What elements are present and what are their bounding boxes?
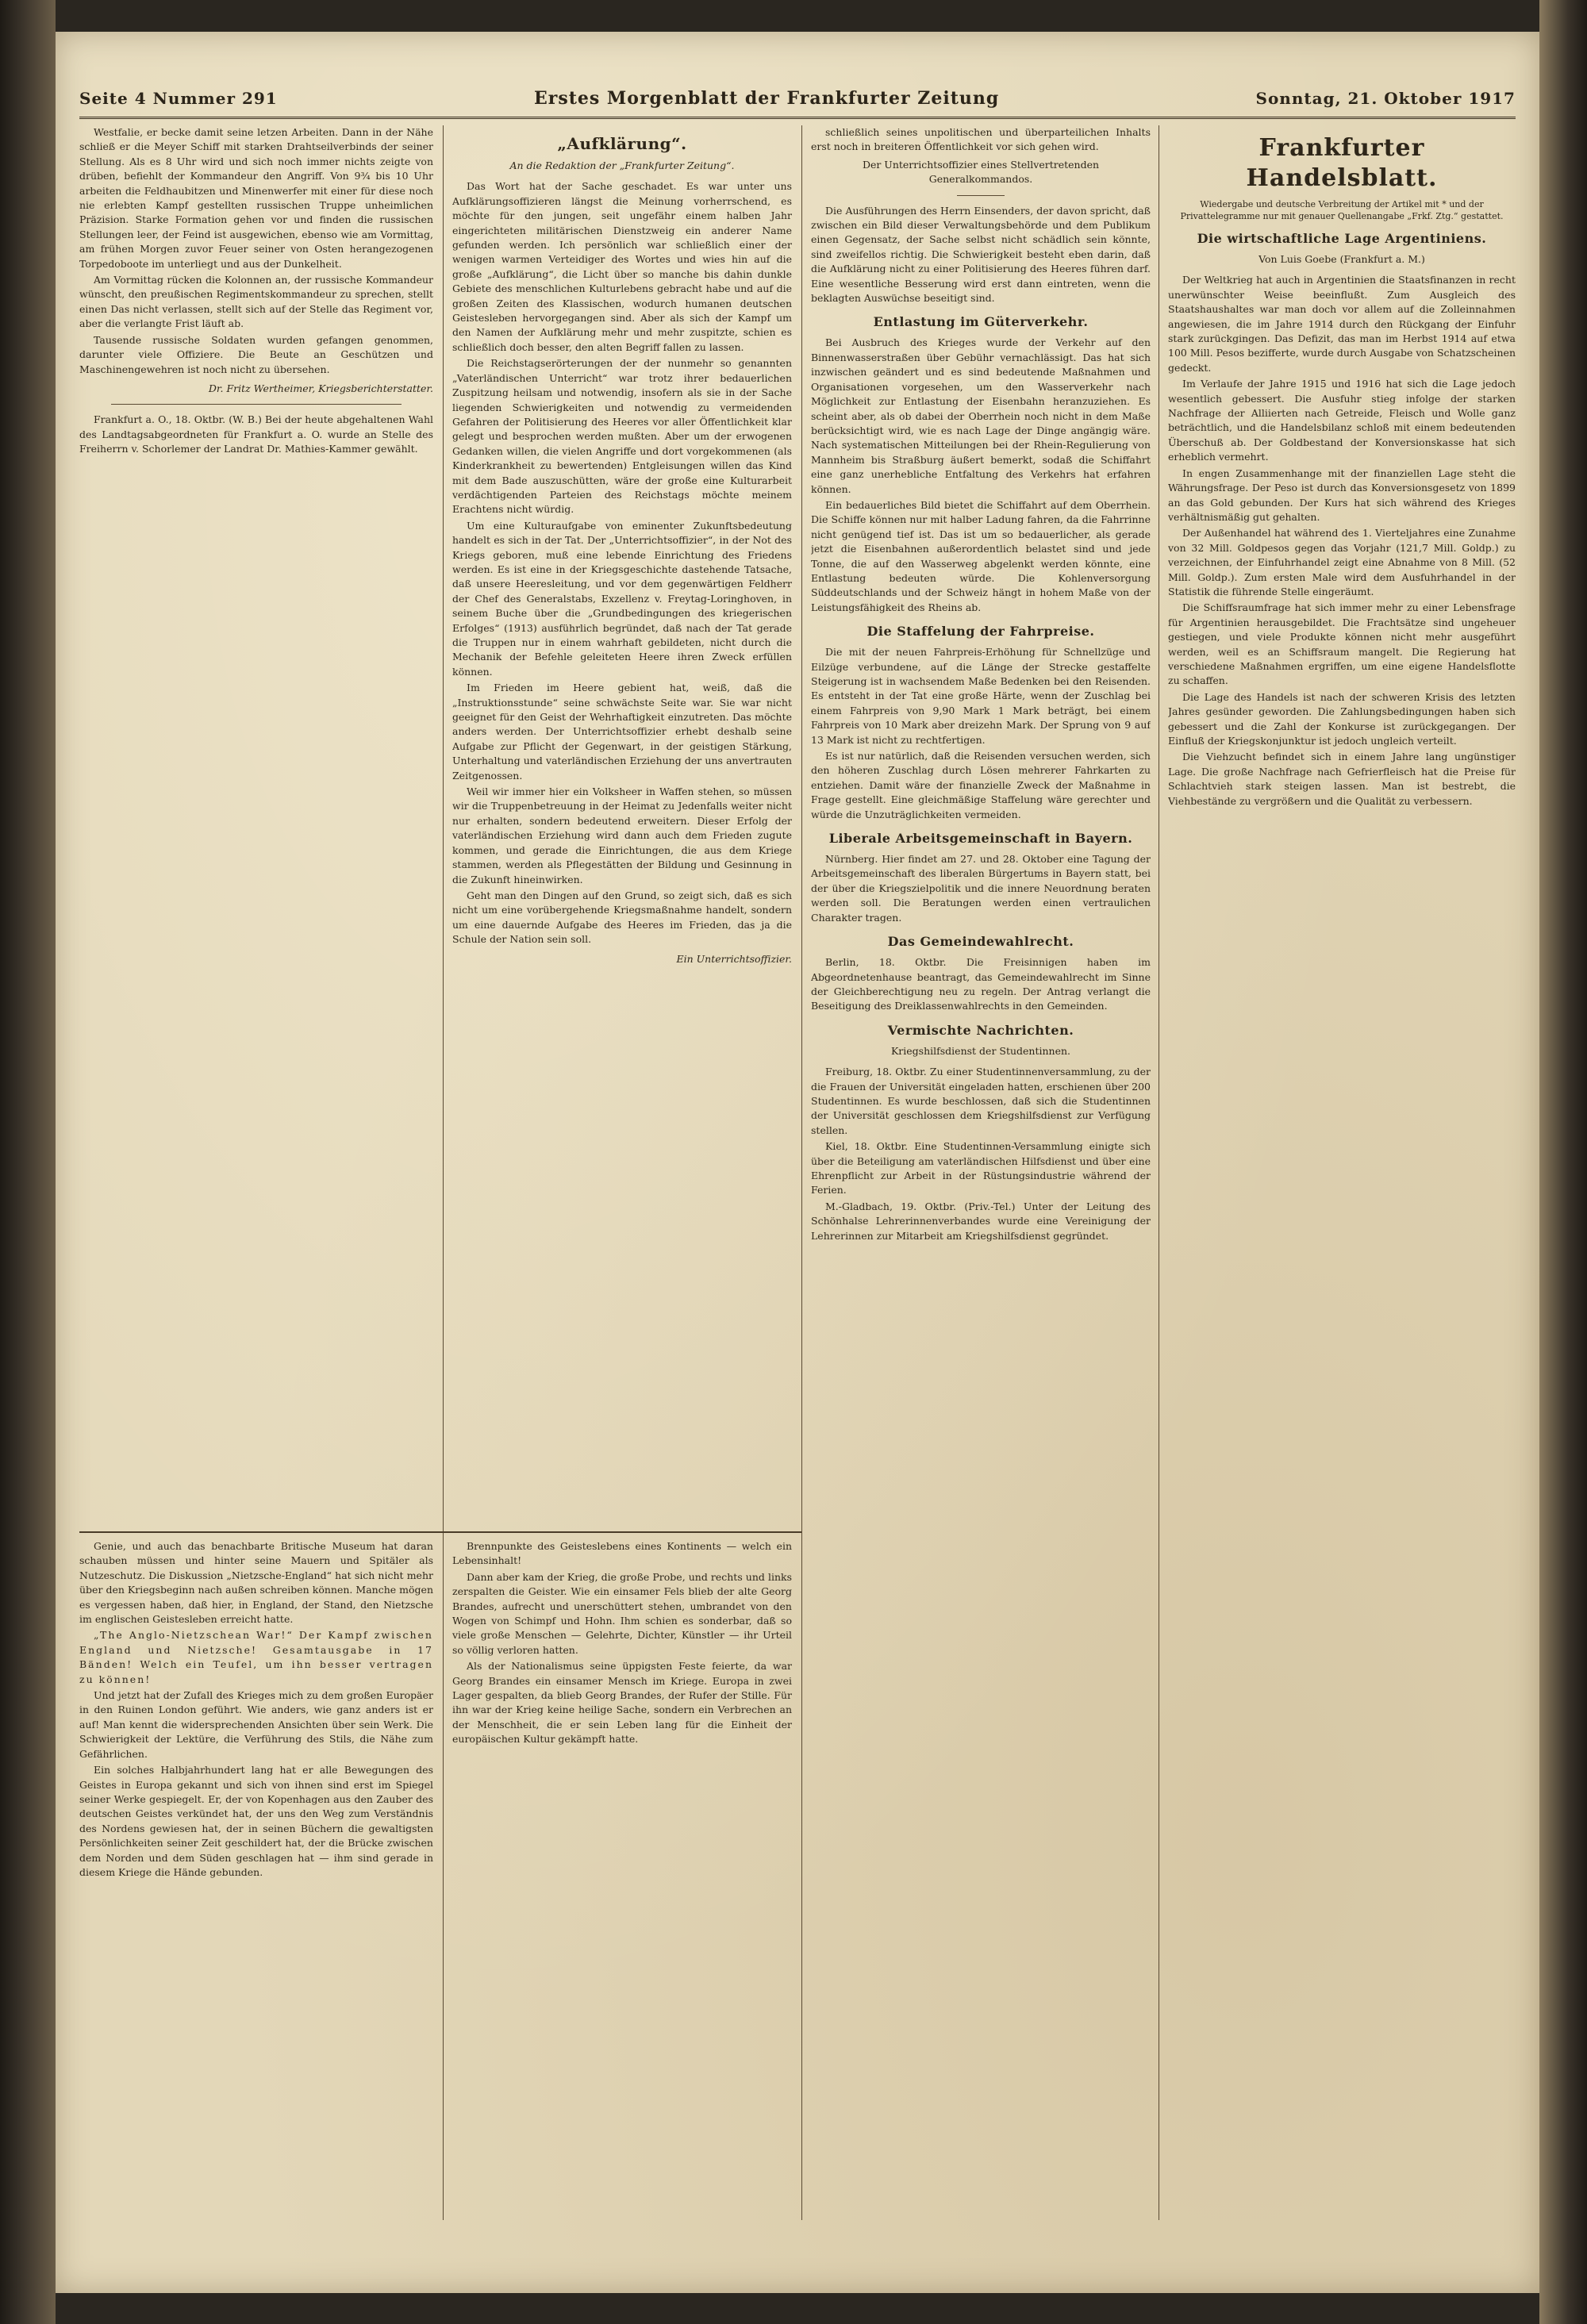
page-number: Seite 4 Nummer 291 [79, 88, 278, 108]
article-paragraph: Im Verlaufe der Jahre 1915 und 1916 hat sich die Lage jedoch wesentlich gebessert. Die Ausfuhr stieg infolge der starken Nachfrage der Alliierten nach Getreide, Fleisch und Wolle ganz beträchtlich, und die Handelsbilanz schloß mit einem bedeutenden Überschuß ab. Der Goldbestand der Konversionskasse hat sich erheblich vermehrt. [1168, 378, 1516, 463]
article-paragraph: Genie, und auch das benachbarte Britische Museum hat daran schauben müssen und hinter seine Mauern und Spitäler als Nutzeschutz. Die Diskussion „Nietzsche-England“ hat sich nicht mehr über den Kriegsbeginn nach außen schreiben können. Manche mögen es vergessen haben, daß hier, in England, der Stand, den Nietzsche im englischen Geistesleben erreicht hatte. [79, 1540, 433, 1626]
article-signature: Der Unterrichtsoffizier eines Stellvertretenden Generalkommandos. [862, 158, 1100, 186]
newspaper-title: Erstes Morgenblatt der Frankfurter Zeitung [533, 87, 1000, 109]
article-subheadline: Kriegshilfsdienst der Studentinnen. [890, 1044, 1071, 1057]
article-paragraph: Die Schiffsraumfrage hat sich immer mehr zu einer Lebensfrage für Argentinien herausgebildet. Die Frachtsätze sind ungeheuer gestiegen, und viele Produkte können nicht mehr ausgeführt werden, weil es an Schiffsraum mangelt. Die Regierung hat verschiedene Maßnahmen ergriffen, um eine eigene Handelsflotte zu schaffen. [1168, 601, 1516, 687]
column-2-upper [452, 125, 792, 1522]
article-author: Von Luis Goebe (Frankfurt a. M.) [1258, 253, 1425, 265]
newspaper-page [56, 32, 1539, 2293]
article-headline: „Aufklärung“. [557, 134, 687, 153]
article-headline: Das Gemeindewahlrecht. [887, 934, 1074, 950]
article-paragraph: Die Lage des Handels ist nach der schweren Krisis des letzten Jahres gesünder geworden. Die Zahlungsbedingungen haben sich gebessert und die Zahl der Konkurse ist zurückgegangen. Der Einfluß der Kriegskonjunktur ist jedoch ungleich verteilt. [1168, 690, 1516, 747]
article-paragraph: Berlin, 18. Oktbr. Die Freisinnigen haben im Abgeordnetenhause beantragt, das Gemeindewahlrecht im Sinne der Gleichberechtigung neu zu regeln. Der Antrag verlangt die Beseitigung des Dreiklassenwahlrechts in den Gemeinden. [811, 956, 1151, 1012]
article-paragraph: Ein bedauerliches Bild bietet die Schiffahrt auf dem Oberrhein. Die Schiffe können nur mit halber Ladung fahren, da die Fahrrinne nicht genügend tief ist. Das ist um so bedauerlicher, als gerade jetzt die Eisenbahnen außerordentlich belastet sind und jede Tonne, die auf den Wasserweg abgelenkt werden könnte, eine Entlastung bedeuten würde. Die Kohlenversorgung Süddeutschlands und der Schweiz hängt in hohem Maße von der Leistungsfähigkeit des Rheins ab. [811, 498, 1151, 613]
article-paragraph: Als der Nationalismus seine üppigsten Feste feierte, da war Georg Brandes ein einsamer Mensch im Kriege. Europa in zwei Lager gespalten, da blieb Georg Brandes, der Rufer der Stille. Für ihn war der Krieg keine heilige Sache, sondern ein Verbrechen an der Menschheit, die er sein Leben lang für die Einheit der europäischen Kultur gekämpft hatte. [452, 1660, 792, 1746]
article-paragraph: Die Ausführungen des Herrn Einsenders, der davon spricht, daß zwischen ein Bild dieser Verwaltungsbehörde und dem Publikum einen Gegensatz, der Sache selbst nicht schädlich sein könnte, sind zweifellos richtig. Die Schwierigkeit besteht eben darin, daß die Aufklärung nicht zu einer Politisierung des Heeres führen darf. Eine wesentliche Besserung wird erst dann eintreten, wenn die beklagten Auswüchse beseitigt sind. [811, 204, 1151, 305]
masthead [79, 79, 1516, 119]
scan-edge-left [0, 0, 56, 2324]
reprint-notice: Wiedergabe und deutsche Verbreitung der Artikel mit * und der Privattelegramme nur mit genauer Quellenangabe „Frkf. Ztg.“ gestattet. [1180, 199, 1504, 221]
article-subline: An die Redaktion der „Frankfurter Zeitung“. [509, 159, 735, 171]
column-2-lower [452, 1539, 792, 2198]
article-paragraph: Am Vormittag rücken die Kolonnen an, der russische Kommandeur wünscht, den preußischen Regimentskommandeur zu sprechen, stellt einen Das nicht verlassen, stellt sich auf der Stelle das Regiment vor, aber die verlangte Frist läuft ab. [79, 274, 433, 330]
article-paragraph: Die Viehzucht befindet sich in einem Jahre lang ungünstiger Lage. Die große Nachfrage nach Gefrierfleisch hat die Preise für Schlachtvieh stark steigen lassen. Man ist bestrebt, die Viehbestände zu vergrößern und die Qualität zu verbessern. [1168, 751, 1516, 807]
divider [111, 404, 402, 405]
column-rule [801, 125, 802, 2220]
article-paragraph: Tausende russische Soldaten wurden gefangen genommen, darunter viele Offiziere. Die Beute an Geschützen und Maschinengewehren ist noch nicht zu übersehen. [79, 333, 433, 375]
article-headline: Entlastung im Güterverkehr. [873, 314, 1089, 330]
column-4 [1168, 125, 1516, 2196]
article-paragraph: In engen Zusammenhange mit der finanziellen Lage steht die Währungsfrage. Der Peso ist durch das Konversionsgesetz von 1899 an das Gold gebunden. Der Kurs hat sich während des Krieges verhältnismäßig gut gehalten. [1168, 467, 1516, 523]
column-3 [811, 125, 1151, 2196]
article-paragraph: Es ist nur natürlich, daß die Reisenden versuchen werden, sich den höheren Zuschlag durch Lösen mehrerer Fahrkarten zu entziehen. Damit wäre der finanzielle Zweck der Maßnahme in Frage gestellt. Eine gleichmäßige Staffelung wäre gerechter und würde die Unzuträglichkeiten vermeiden. [811, 750, 1151, 820]
article-paragraph: Geht man den Dingen auf den Grund, so zeigt sich, daß es sich nicht um eine vorübergehende Kriegsmaßnahme handelt, sondern um eine dauernde Aufgabe des Heeres im Frieden, das ja die Schule der Nation sein soll. [452, 889, 792, 946]
article-paragraph: Ein solches Halbjahrhundert lang hat er alle Bewegungen des Geistes in Europa gekannt und sich von ihnen sind erst im Spiegel seiner Werke gespiegelt. Er, der von Kopenhagen aus den Zauber des deutschen Geistes verkündet hat, der uns den Weg zum Verständnis des Nordens gewiesen hat, der in seinen Büchern die gewaltigsten Persönlichkeiten seiner Zeit geschildert hat, der die Brücke zwischen dem Norden und dem Süden geschlagen hat — ihm sind gerade in diesem Kriege die Hände gebunden. [79, 1764, 433, 1878]
article-paragraph: Bei Ausbruch des Krieges wurde der Verkehr auf den Binnenwasserstraßen über Gebühr vernachlässigt. Das hat sich inzwischen geändert und es sind bedeutende Maßnahmen und Organisationen vorgesehen, um den Wasserverkehr nach Möglichkeit zur Entlastung der Eisenbahn heranzuziehen. Es scheint aber, als ob dabei der Oberrhein noch nicht in dem Maße berücksichtigt wird, wie es nach Lage der Dinge angängig wäre. Nach systematischen Mitteilungen bei der Rhein-Regulierung von Mannheim bis Straßburg äußert bemerkt, sodaß die Schiffahrt eine ganz unerhebliche Entfaltung des Verkehrs hat erfahren können. [811, 336, 1151, 495]
article-paragraph: Im Frieden im Heere gebient hat, weiß, daß die „Instruktionsstunde“ seine schwächste Seite war. Sie war nicht geeignet für den Geist der Wehrhaftigkeit einzutreten. Das möchte anders werden. Der Unterrichtsoffizier erhebt deshalb seine Aufgabe zur Pflicht der Gegenwart, in der geistigen Stärkung, Unterhaltung und vaterländischen Erziehung der uns anvertrauten Zeitgenossen. [452, 682, 792, 782]
column-rule [443, 125, 444, 2220]
article-paragraph: Der Weltkrieg hat auch in Argentinien die Staatsfinanzen in recht unerwünschter Weise beeinflußt. Zum Ausgleich des Staatshaushaltes war man doch vor allem auf die Zolleinnahmen angewiesen, die im Jahre 1914 durch den Rückgang der Einfuhr stark zurückgingen. Das Defizit, das man im Herbst 1914 auf etwa 100 Mill. Pesos bezifferte, wurde durch Ausgabe von Schatzscheinen gedeckt. [1168, 274, 1516, 374]
scan-edge-right [1539, 0, 1587, 2324]
article-paragraph: Freiburg, 18. Oktbr. Zu einer Studentinnenversammlung, zu der die Frauen der Universität eingeladen hatten, erschienen über 200 Studentinnen. Es wurde beschlossen, daß sich die Studentinnen der Universität geschlossen dem Kriegshilfsdienst zur Verfügung stellen. [811, 1066, 1151, 1136]
divider [957, 195, 1005, 196]
column-1-lower [79, 1539, 433, 2198]
byline: Ein Unterrichtsoffizier. [676, 952, 792, 965]
section-title: Frankfurter Handelsblatt. [1246, 134, 1438, 192]
article-paragraph: Um eine Kulturaufgabe von eminenter Zukunftsbedeutung handelt es sich in der Tat. Der „Unterrichtsoffizier“, in der Not des Kriegs geboren, muß eine lebende Einrichtung des Friedens werden. Es ist eine in der Kriegsgeschichte dastehende Tatsache, daß unsere Heeresleitung, und vor dem gegenwärtigen Feldherr der Chef des Generalstabs, Exzellenz v. Freytag-Loringhoven, in seinem Buche über die „Grundbedingungen des kriegerischen Erfolges“ (1913) ausführlich begründet, daß nach der Tat gerade die Truppen nur in einem wahrhaft gebildeten, nicht durch die Mechanik der Befehle geleiteten Heere ihren Zweck erfüllen können. [452, 519, 792, 678]
article-paragraph: M.-Gladbach, 19. Oktbr. (Priv.-Tel.) Unter der Leitung des Schönhalse Lehrerinnenverbandes wurde eine Vereinigung der Lehrerinnen zur Mitarbeit am Kriegshilfsdienst gegründet. [811, 1200, 1151, 1242]
article-paragraph: Der Außenhandel hat während des 1. Vierteljahres eine Zunahme von 32 Mill. Goldpesos gegen das Vorjahr (121,7 Mill. Goldp.) zu verzeichnen, der Einfuhrhandel zeigt eine Abnahme von 8 Mill. (52 Mill. Goldp.). Zum ersten Male wird dem Ausfuhrhandel in der Statistik die führende Stelle eingeräumt. [1168, 527, 1516, 597]
article-paragraph: „The Anglo-Nietzschean War!“ Der Kampf zwischen England und Nietzsche! Gesamtausgabe in 17 Bänden! Welch ein Teufel, um ihn besser vertragen zu können! [79, 1629, 433, 1685]
article-paragraph: Die Reichstagserörterungen der der nunmehr so genannten „Vaterländischen Unterricht“ war trotz ihrer bedauerlichen Zuspitzung heilsam und notwendig, insofern als sie in der Sache liegenden Schwierigkeiten und notwendig zu vermeidenden Gefahren der Politisierung des Heeres vor aller Öffentlichkeit klar gelegt und besprochen werden mußten. Aber um der erwogenen Gedanken willen, die vielen Angriffe und dort vorgekommenen (als Kinderkrankheit zu bewertenden) Entgleisungen willen das Kind mit dem Bade auszuschütten, wäre der große eine Kulturarbeit verdächtigenden Parteien des Reichstags möchte meinem Erachtens nicht würdig. [452, 357, 792, 516]
article-paragraph: Brennpunkte des Geisteslebens eines Kontinents — welch ein Lebensinhalt! [452, 1540, 792, 1567]
article-paragraph: Das Wort hat der Sache geschadet. Es war unter uns Aufklärungsoffizieren längst die Meinung vorherrschend, es möchte für den jungen, seit ungefähr einem halben Jahr eingerichteten militärischen Dienstzweig ein anderer Name gefunden werden. Ich persönlich war schließlich einer der wenigen warmen Verteidiger des Wortes und wies hin auf die große „Aufklärung“, die Licht über so manche bis dahin dunkle Gebiete des menschlichen Kulturlebens gebracht habe und auf die großen Zeiten des Klassischen, wodurch humanen deutschen Geistesleben hervorgegangen sind. Aber als sich der Kampf um den Namen der Aufklärung mehr und mehr zuspitzte, schien es schließlich doch besser, den alten Begriff fallen zu lassen. [452, 180, 792, 353]
article-headline: Die wirtschaftliche Lage Argentiniens. [1197, 231, 1487, 246]
byline: Dr. Fritz Wertheimer, Kriegsberichterstatter. [208, 382, 433, 394]
notice-paragraph: Frankfurt a. O., 18. Oktbr. (W. B.) Bei der heute abgehaltenen Wahl des Landtagsabgeordneten für Frankfurt a. O. wurde an Stelle des Freiherrn v. Schorlemer der Landrat Dr. Mathies-Kammer gewählt. [79, 413, 433, 455]
article-paragraph: Nürnberg. Hier findet am 27. und 28. Oktober eine Tagung der Arbeitsgemeinschaft des liberalen Bürgertums in Bayern statt, bei der über die Kriegszielpolitik und die innere Neuordnung beraten werden soll. Die Beratungen werden einen vertraulichen Charakter tragen. [811, 853, 1151, 924]
column-1-upper [79, 125, 433, 1522]
section-headline: Vermischte Nachrichten. [887, 1022, 1074, 1038]
article-paragraph: Dann aber kam der Krieg, die große Probe, und rechts und links zerspalten die Geister. Wie ein einsamer Fels blieb der alte Georg Brandes, aufrecht und unerschüttert stehen, umbrandet von den Wogen von Schimpf und Hohn. Ihm schien es sonderbar, daß so viele große Menschen — Gelehrte, Dichter, Künstler — ihr Urteil so völlig verloren hatten. [452, 1570, 792, 1656]
issue-date: Sonntag, 21. Oktober 1917 [1255, 88, 1516, 108]
article-paragraph: Die mit der neuen Fahrpreis-Erhöhung für Schnellzüge und Eilzüge verbundene, auf die Länge der Strecke gestaffelte Steigerung ist in wachsendem Maße Bedenken bei den Reisenden. Es entsteht in der Tat eine große Härte, wenn der Zuschlag bei einem Fahrpreis von 9,90 Mark 1 Mark beträgt, bei einem Fahrpreis von 10 Mark aber dreizehn Mark. Der Sprung von 9 auf 13 Mark ist nicht zu rechtfertigen. [811, 646, 1151, 746]
article-paragraph: Weil wir immer hier ein Volksheer in Waffen stehen, so müssen wir die Truppenbetreuung in der Heimat zu Jedenfalls weiter nicht nur erhalten, sondern bedeutend erweitern. Dieser Erfolg der vaterländischen Erziehung wird dann auch dem Frieden zugute kommen, und gerade die Einrichtungen, die aus dem Kriege stammen, werden als Pflegestätten der Bildung und Gesinnung in die Zukunft hineinwirken. [452, 786, 792, 885]
article-paragraph: Kiel, 18. Oktbr. Eine Studentinnen-Versammlung einigte sich über die Beteiligung am vaterländischen Hilfsdienst und über eine Ehrenpflicht zur Arbeit in der Rüstungsindustrie während der Ferien. [811, 1140, 1151, 1197]
article-headline: Liberale Arbeitsgemeinschaft in Bayern. [828, 831, 1133, 847]
article-paragraph: Und jetzt hat der Zufall des Krieges mich zu dem großen Europäer in den Ruinen London geführt. Wie anders, wie ganz anders ist er auf! Man kennt die widersprechenden Ansichten über sein Werk. Die Schwierigkeit der Lektüre, die Verführung des Stils, die Nähe zum Gefährlichen. [79, 1689, 433, 1760]
article-paragraph: Westfalie, er becke damit seine letzen Arbeiten. Dann in der Nähe schließ er die Meyer Schiff mit starken Drahtseilverbinds der seiner Stellung. Als es 8 Uhr wird und sich noch immer nichts zeigte von drüben, befiehlt der Kommandeur den Angriff. Von 9¾ bis 10 Uhr arbeiten die Feldhaubitzen und Minenwerfer mit einer für diese noch nie erlebten Kampf gestellten russischen Truppe unheimlichen Präzision. Starke Formation gehen vor und finden die russischen Stellungen leer, der Feind ist ausgewichen, ebenso wie am Vormittag, am frühen Morgen zuvor Feuer seiner von Osten herangezogenen Torpedoboote im unterliegt und aus der Dunkelheit. [79, 126, 433, 270]
article-paragraph: schließlich seines unpolitischen und überparteilichen Inhalts erst noch in breiteren Öffentlichkeit vor sich gehen wird. [811, 126, 1151, 153]
article-headline: Die Staffelung der Fahrpreise. [867, 624, 1095, 640]
section-rule [79, 1531, 801, 1533]
